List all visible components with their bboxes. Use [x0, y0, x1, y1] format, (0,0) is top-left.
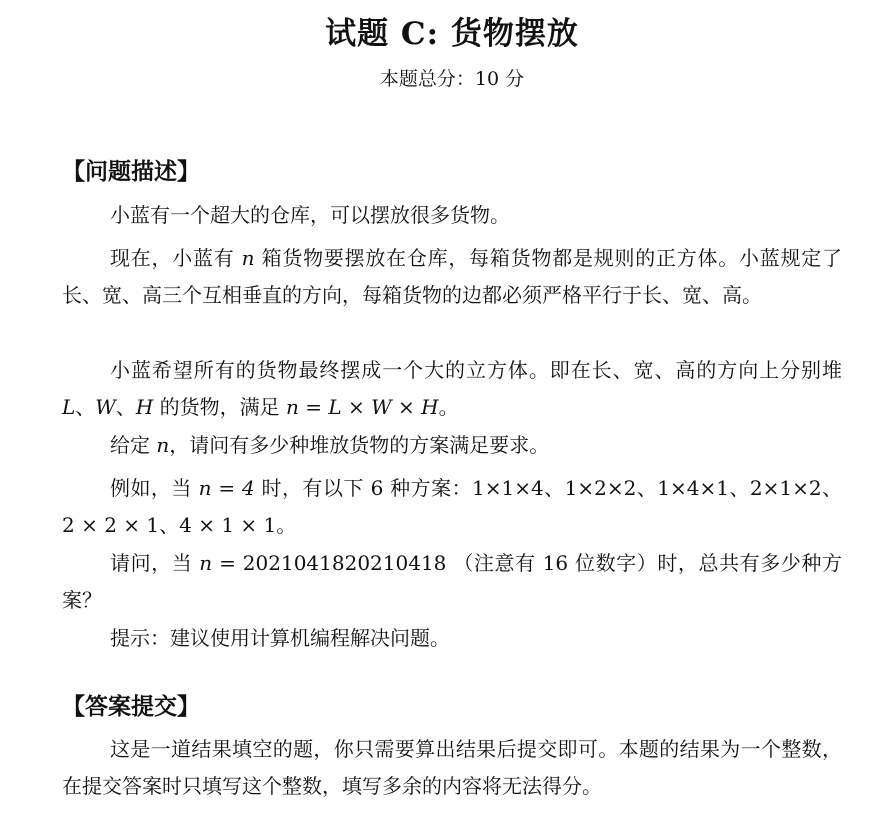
p5-text-b: 时，有以下 6 种方案：1×1×4、1×2×2、1×4×1、2×1×2、2 × 2 × 1、4 × 1 × 1。 — [62, 476, 843, 537]
score-line: 本题总分：10 分 — [379, 68, 525, 90]
variable-n: n — [156, 433, 170, 457]
p4-text-a: 给定 — [110, 433, 157, 457]
p3-text-c: 。 — [438, 395, 459, 419]
problem-paragraph-7: 提示：建议使用计算机编程解决问题。 — [110, 626, 450, 650]
answer-paragraph-1: 这是一道结果填空的题，你只需要算出结果后提交即可。本题的结果为一个整数，在提交答案时只填写这个整数，填写多余的内容将无法得分。 — [62, 737, 842, 798]
problem-heading: 【问题描述】 — [62, 158, 200, 185]
problem-paragraph-6 — [62, 545, 842, 619]
p3-sep-2: 、 — [115, 395, 136, 419]
formula-n-equals-4: n = 4 — [198, 476, 255, 500]
p3-text-b: 的货物，满足 — [153, 395, 287, 419]
p2-text-a: 现在，小蓝有 — [110, 246, 242, 270]
variable-W: W — [95, 395, 116, 419]
p3-sep-1: 、 — [75, 395, 96, 419]
variable-n: n — [199, 551, 213, 575]
p6-text-a: 请问，当 — [110, 551, 200, 575]
p2-text-b: 箱货物要摆放在仓库，每箱货物都是规则的正方体。小蓝规定了长、宽、高三个互相垂直的方向，每箱货物的边都必须严格平行于长、宽、高。 — [62, 246, 843, 307]
variable-L: L — [62, 395, 76, 419]
formula-n-equals-lwh: n = L × W × H — [286, 395, 439, 419]
p6-text-b: = 2021041820210418 （注意有 16 位数字）时，总共有多少种方案？ — [62, 551, 843, 612]
answer-heading: 【答案提交】 — [62, 693, 200, 720]
problem-paragraph-3 — [62, 352, 842, 426]
problem-paragraph-5 — [62, 470, 842, 544]
variable-H: H — [135, 395, 154, 419]
p5-text-a: 例如，当 — [110, 476, 199, 500]
problem-paragraph-2 — [62, 240, 842, 314]
p3-text-a: 小蓝希望所有的货物最终摆成一个大的立方体。即在长、宽、高的方向上分别堆 — [110, 358, 842, 382]
problem-paragraph-4 — [62, 427, 842, 464]
p4-text-b: ，请问有多少种堆放货物的方案满足要求。 — [169, 433, 550, 457]
variable-n: n — [241, 246, 255, 270]
problem-paragraph-1: 小蓝有一个超大的仓库，可以摆放很多货物。 — [110, 203, 510, 227]
page-title: 试题 C: 货物摆放 — [325, 16, 579, 52]
